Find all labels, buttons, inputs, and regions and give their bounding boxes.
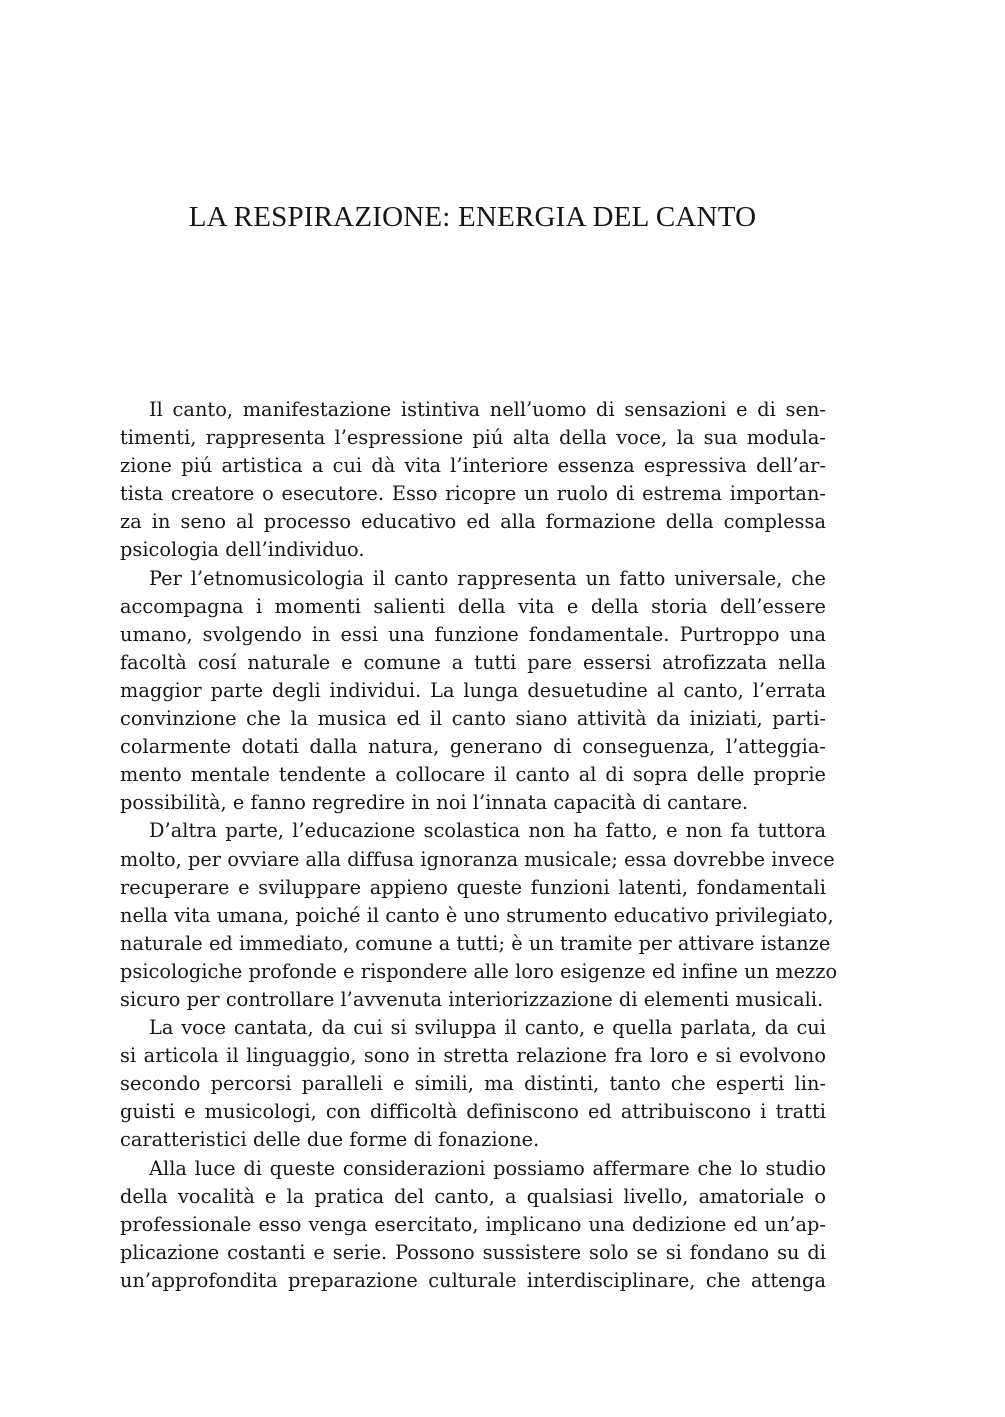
paragraph [91,1014,826,1154]
text-line: psicologia dell’individuo. [120,538,365,562]
paragraph [91,396,826,565]
paragraph [91,565,826,818]
text-line: mento mentale tendente a collocare il canto al di sopra delle proprie [120,763,826,787]
paragraph [91,817,838,1014]
text-line: accompagna i momenti salienti della vita e della storia dell’essere [120,594,826,618]
text-line: plicazione costanti e serie. Possono sussistere solo se si fondano su di [120,1240,826,1264]
text-line: sicuro per controllare l’avvenuta interiorizzazione di elementi musicali. [120,987,824,1011]
text-line: zione piú artistica a cui dà vita l’interiore essenza espressiva dell’ar- [120,454,826,478]
text-line: D’altra parte, l’educazione scolastica non ha fatto, e non fa tuttora [149,819,826,843]
text-line: za in seno al processo educativo ed alla formazione della complessa [120,510,826,534]
paragraph [91,1155,826,1295]
body-text [91,396,838,1295]
text-line: della vocalità e la pratica del canto, a qualsiasi livello, amatoriale o [120,1184,826,1208]
text-line: umano, svolgendo in essi una funzione fondamentale. Purtroppo una [120,622,826,646]
text-line: Il canto, manifestazione istintiva nell’uomo di sensazioni e di sen- [149,398,826,421]
text-line: timenti, rappresenta l’espressione piú alta della voce, la sua modula- [120,426,826,450]
text-line: naturale ed immediato, comune a tutti; è un tramite per attivare istanze [120,931,831,955]
text-line: un’approfondita preparazione culturale interdisciplinare, che attenga [120,1268,826,1292]
text-line: guisti e musicologi, con difficoltà definiscono ed attribuiscono i tratti [120,1100,826,1124]
text-line: si articola il linguaggio, sono in stretta relazione fra loro e si evolvono [120,1044,826,1068]
text-line: psicologiche profonde e rispondere alle loro esigenze ed infine un mezzo [120,959,838,983]
text-line: secondo percorsi paralleli e simili, ma distinti, tanto che esperti lin- [120,1072,826,1096]
text-line: maggior parte degli individui. La lunga desuetudine al canto, l’errata [120,678,826,702]
text-line: tista creatore o esecutore. Esso ricopre un ruolo di estrema importan- [120,482,826,506]
text-line: facoltà cosí naturale e comune a tutti pare essersi atrofizzata nella [120,650,826,674]
text-line: caratteristici delle due forme di fonazione. [120,1128,540,1152]
text-line: molto, per ovviare alla diffusa ignoranza musicale; essa dovrebbe invece [120,847,835,871]
text-line: nella vita umana, poiché il canto è uno strumento educativo privilegiato, [120,903,834,927]
text-line: La voce cantata, da cui si sviluppa il canto, e quella parlata, da cui [149,1016,826,1040]
text-line: Alla luce di queste considerazioni possiamo affermare che lo studio [149,1156,826,1180]
text-line: convinzione che la musica ed il canto siano attività da iniziati, parti- [120,707,826,731]
text-line: recuperare e sviluppare appieno queste funzioni latenti, fondamentali [120,875,826,899]
text-line: possibilità, e fanno regredire in noi l’innata capacità di cantare. [120,791,749,815]
text-line: professionale esso venga esercitato, implicano una dedizione ed un’ap- [120,1212,826,1236]
text-line: Per l’etnomusicologia il canto rappresenta un fatto universale, che [149,566,826,590]
chapter-title: LA RESPIRAZIONE: ENERGIA DEL CANTO [188,201,757,233]
text-line: colarmente dotati dalla natura, generano di conseguenza, l’atteggia- [120,735,826,759]
